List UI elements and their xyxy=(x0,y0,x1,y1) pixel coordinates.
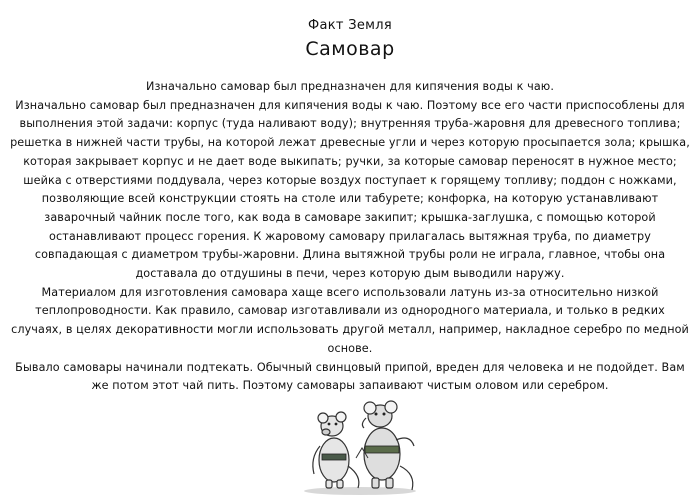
header-label: Факт Земля xyxy=(308,18,392,33)
rats-cartoon-icon xyxy=(296,396,424,496)
paragraph-repair: Бывало самовары начинали подтекать. Обычный свинцовый припой, вреден для человека и не подойдет. Вам же потом этот чай пить. Поэтому самовары запаивают чистым оловом или серебром. xyxy=(15,360,685,393)
article-body xyxy=(10,78,690,396)
page-title: Самовар xyxy=(305,38,395,60)
paragraph-intro: Изначально самовар был предназначен для кипячения воды к чаю. xyxy=(146,80,554,93)
paragraph-parts: Изначально самовар был предназначен для кипячения воды к чаю. Поэтому все его части приспособлены для выполнения этой задачи: корпус (туда наливают воду); внутренняя труба-жаровня для древесного топлива; решетка в нижней части трубы, на которой лежат древесные угли и через которую просыпается зола; крышка, которая закрывает корпус и не дает воде выкипать; ручки, за которые самовар переносят в нужное место; шейка с отверстиями поддувала, через которые воздух поступает к горящему топливу; поддон с ножками, позволяющие всей конструкции стоять на столе или табурете; конфорка, на которую устанавливают заварочный чайник после того, как вода в самоваре закипит; крышка-заглушка, с помощью которой останавливают процесс горения. К жаровому самовару прилагалась вытяжная труба, по диаметру совпадающая с диаметром трубы-жаровни. Длина вытяжной трубы роли не играла, главное, чтобы она доставала до отдушины в печи, через которую дым выводили наружу. xyxy=(10,98,690,281)
paragraph-material: Материалом для изготовления самовара хаще всего использовали латунь из-за относительно низкой теплопроводности. Как правило, самовар изготавливали из однородного материала, и только в редких случаях, в целях декоративности могли использовать другой металл, например, накладное серебро по медной основе. xyxy=(11,285,689,355)
